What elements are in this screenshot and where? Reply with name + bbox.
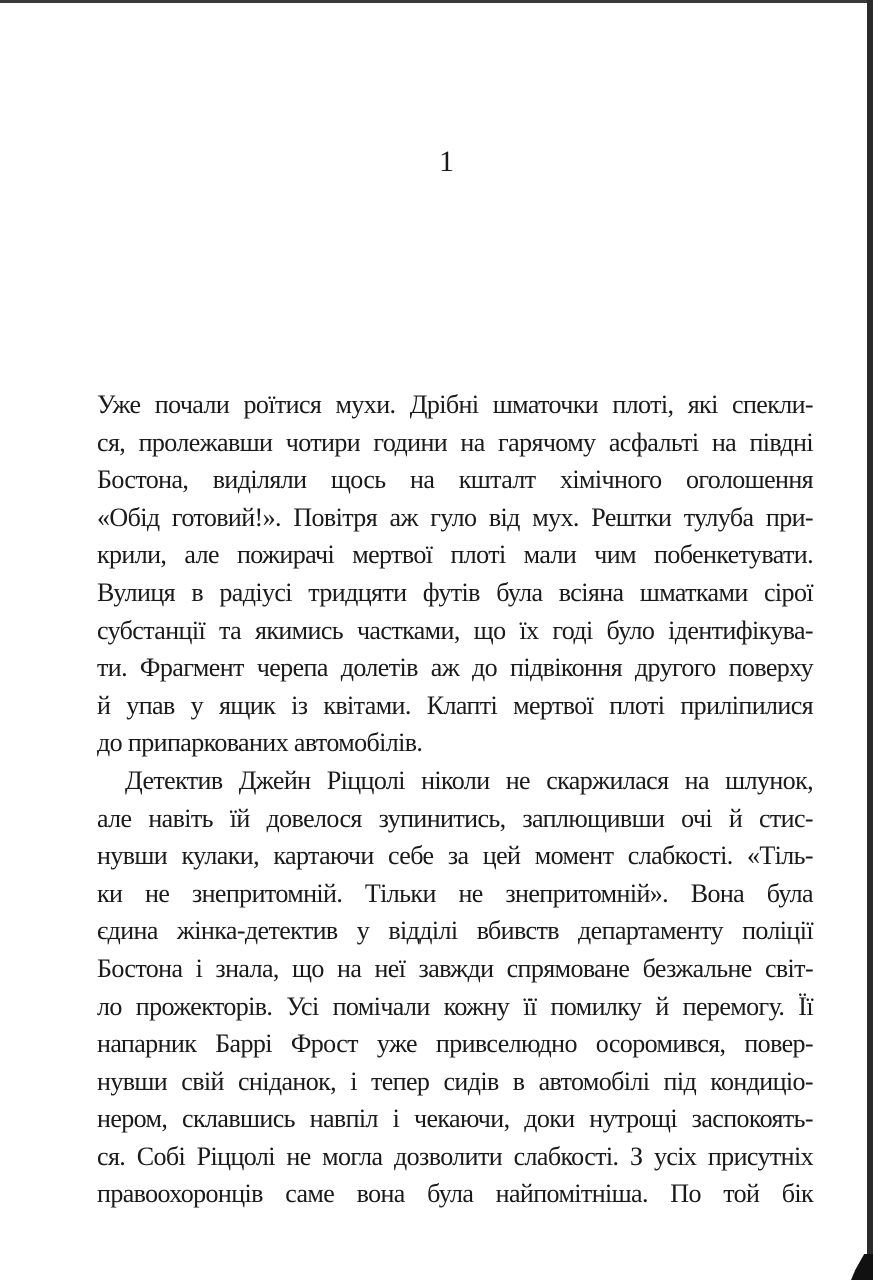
text-line: напарник Баррі Фрост уже привселюдно осоромився, повер- [97, 1029, 813, 1059]
chapter-number: 1 [439, 145, 454, 178]
text-line: крили, але пожирачі мертвої плоті мали чим побенкетувати. [97, 540, 813, 570]
text-line: до припаркованих автомобілів. [97, 728, 423, 758]
text-line: Бостона і знала, що на неї завжди спрямоване безжальне світ- [97, 953, 813, 983]
text-line: ло прожекторів. Усі помічали кожну її помилку й перемогу. Її [97, 991, 813, 1021]
text-line: субстанції та якимись частками, що їх годі було ідентифікува- [97, 615, 813, 645]
text-line: ти. Фрагмент черепа долетів аж до підвіконня другого поверху [97, 653, 813, 683]
body-text [97, 386, 813, 1213]
text-line: правоохоронців саме вона була найпомітніша. По той бік [97, 1179, 813, 1209]
text-line: але навіть їй довелося зупинитись, заплющивши очі й стис- [97, 803, 813, 833]
text-line: Бостона, виділяли щось на кшталт хімічного оголошення [97, 465, 813, 495]
paragraph-1 [97, 386, 813, 762]
text-line: ся. Собі Ріццолі не могла дозволити слабкості. З усіх присутніх [97, 1141, 813, 1171]
text-line: єдина жінка-детектив у відділі вбивств департаменту поліції [97, 916, 813, 946]
text-line: нувши кулаки, картаючи себе за цей момент слабкості. «Тіль- [97, 841, 813, 871]
text-line: Детектив Джейн Ріццолі ніколи не скаржилася на шлунок, [125, 765, 813, 795]
text-line: й упав у ящик із квітами. Клапті мертвої плоті приліпилися [97, 690, 813, 720]
paragraph-2 [97, 762, 813, 1213]
page-right-edge [867, 0, 873, 1280]
page-top-edge [0, 0, 873, 3]
text-line: нувши свій сніданок, і тепер сидів в автомобілі під кондиціо- [97, 1066, 813, 1096]
text-line: нером, склавшись навпіл і чекаючи, доки нутрощі заспокоять- [97, 1104, 813, 1134]
text-line: Уже почали роїтися мухи. Дрібні шматочки плоті, які спекли- [97, 390, 813, 419]
text-line: ся, пролежавши чотири години на гарячому асфальті на півдні [97, 427, 813, 457]
text-line: ки не знепритомній. Тільки не знепритомній». Вона була [97, 878, 813, 908]
text-line: Вулиця в радіусі тридцяти футів була всіяна шматками сірої [97, 577, 813, 607]
text-line: «Обід готовий!». Повітря аж гуло від мух. Рештки тулуба при- [97, 502, 813, 532]
page-corner-mark [851, 1254, 873, 1280]
